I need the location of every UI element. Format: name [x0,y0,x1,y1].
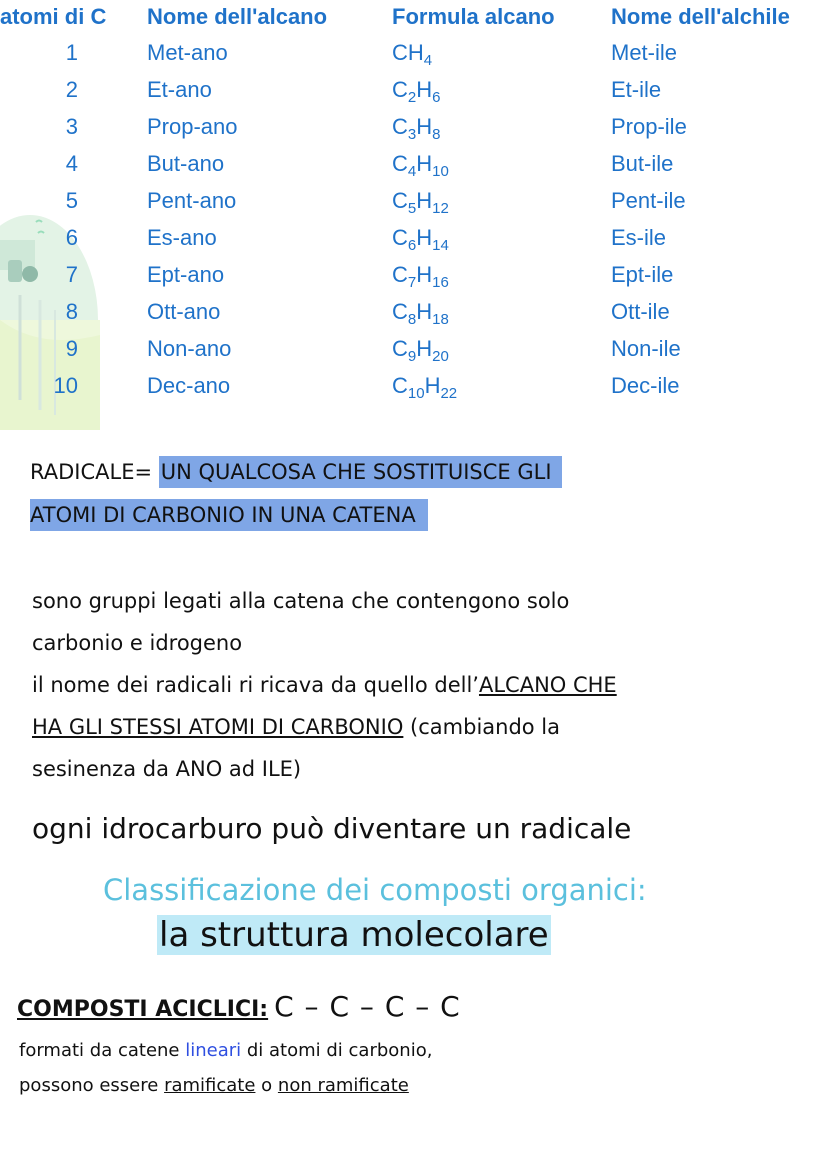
table-row [0,262,828,299]
radicale-definition-line1 [30,452,562,492]
alkyl-name: Es-ile [611,225,667,250]
alkane-formula: $C_7H_{16}$ [392,262,449,291]
table-row [0,77,828,114]
table-row [0,225,828,262]
alkane-formula: $C_3H_8$ [392,114,441,143]
table-row [0,373,828,410]
alkyl-name: Prop-ile [611,114,687,139]
alkane-name: Et-ano [147,77,212,102]
alkane-formula: $C_2H_6$ [392,77,441,106]
alkane-formula: $C_5H_{12}$ [392,188,449,217]
alkane-name: Prop-ano [147,114,238,139]
acyclic-label: COMPOSTI ACICLICI: [17,997,269,1022]
paragraph-line: sono gruppi legati alla catena che contengono solo [32,589,570,613]
acyclic-description-line: formati da catene lineari di atomi di carbonio, [19,1040,433,1061]
underlined-phrase: ramificate [164,1075,256,1096]
carbon-count: 9 [65,336,78,361]
highlighted-word: lineari [185,1040,242,1061]
alkane-table [0,0,828,410]
underlined-phrase: HA GLI STESSI ATOMI DI CARBONIO [32,715,404,739]
alkyl-name: Ott-ile [611,299,670,324]
header-carbon-atoms: atomi di C [0,4,107,29]
radicale-label: RADICALE= [30,460,159,484]
carbon-count: 4 [65,151,78,176]
underlined-phrase: ALCANO CHE [478,673,617,697]
alkane-name: Es-ano [147,225,217,250]
carbon-count: 1 [65,40,78,65]
table-row [0,188,828,225]
alkane-name: Ept-ano [147,262,225,287]
alkane-formula: $C_{10}H_{22}$ [392,373,458,402]
alkane-name: Pent-ano [147,188,237,213]
acyclic-description-line: possono essere ramificate o non ramificate [19,1075,427,1096]
radical-statement: ogni idrocarburo può diventare un radicale [32,812,632,845]
alkane-name: Met-ano [147,40,228,65]
alkane-formula: $C_4H_{10}$ [392,151,449,180]
header-alkyl-name: Nome dell'alchile [611,4,790,29]
carbon-count: 5 [65,188,78,213]
alkyl-name: Ept-ile [611,262,674,287]
classification-title: Classificazione dei composti organici: [103,873,647,907]
alkyl-name: But-ile [611,151,674,176]
carbon-count: 3 [65,114,78,139]
carbon-count: 8 [65,299,78,324]
alkane-name: Non-ano [147,336,232,361]
alkyl-name: Met-ile [611,40,678,65]
alkane-formula: $CH_4$ [392,40,433,69]
alkane-formula: $C_9H_{20}$ [392,336,449,365]
alkane-formula: $C_6H_{14}$ [392,225,449,254]
structure-title: la struttura molecolare [159,915,549,955]
acyclic-formula: C – C – C – C [274,990,461,1023]
table-row [0,40,828,77]
paragraph-line: HA GLI STESSI ATOMI DI CARBONIO (cambiando la [32,715,561,739]
table-row [0,336,828,373]
table-row [0,114,828,151]
radicale-definition-line2 [30,495,428,535]
radicale-definition-highlight: UN QUALCOSA CHE SOSTITUISCE GLI [159,456,562,488]
radicale-definition-highlight: ATOMI DI CARBONIO IN UNA CATENA [30,499,428,531]
alkyl-name: Et-ile [611,77,662,102]
alkane-formula: $C_8H_{18}$ [392,299,449,328]
carbon-count: 7 [65,262,78,287]
header-alkane-formula: Formula alcano [392,4,555,29]
alkyl-name: Dec-ile [611,373,680,398]
paragraph-line: carbonio e idrogeno [32,631,243,655]
alkane-name: But-ano [147,151,225,176]
underlined-phrase: non ramificate [277,1075,409,1096]
carbon-count: 2 [65,77,78,102]
table-row [0,299,828,336]
carbon-count: 10 [53,373,78,398]
alkane-name: Ott-ano [147,299,221,324]
alkyl-name: Non-ile [611,336,681,361]
alkane-name: Dec-ano [147,373,231,398]
table-row [0,151,828,188]
paragraph-line: sesinenza da ANO ad ILE) [32,757,302,781]
carbon-count: 6 [65,225,78,250]
alkyl-name: Pent-ile [611,188,686,213]
header-alkane-name: Nome dell'alcano [147,4,328,29]
acyclic-heading [17,990,461,1023]
paragraph-line: il nome dei radicali ri ricava da quello dell’ALCANO CHE [32,673,617,697]
